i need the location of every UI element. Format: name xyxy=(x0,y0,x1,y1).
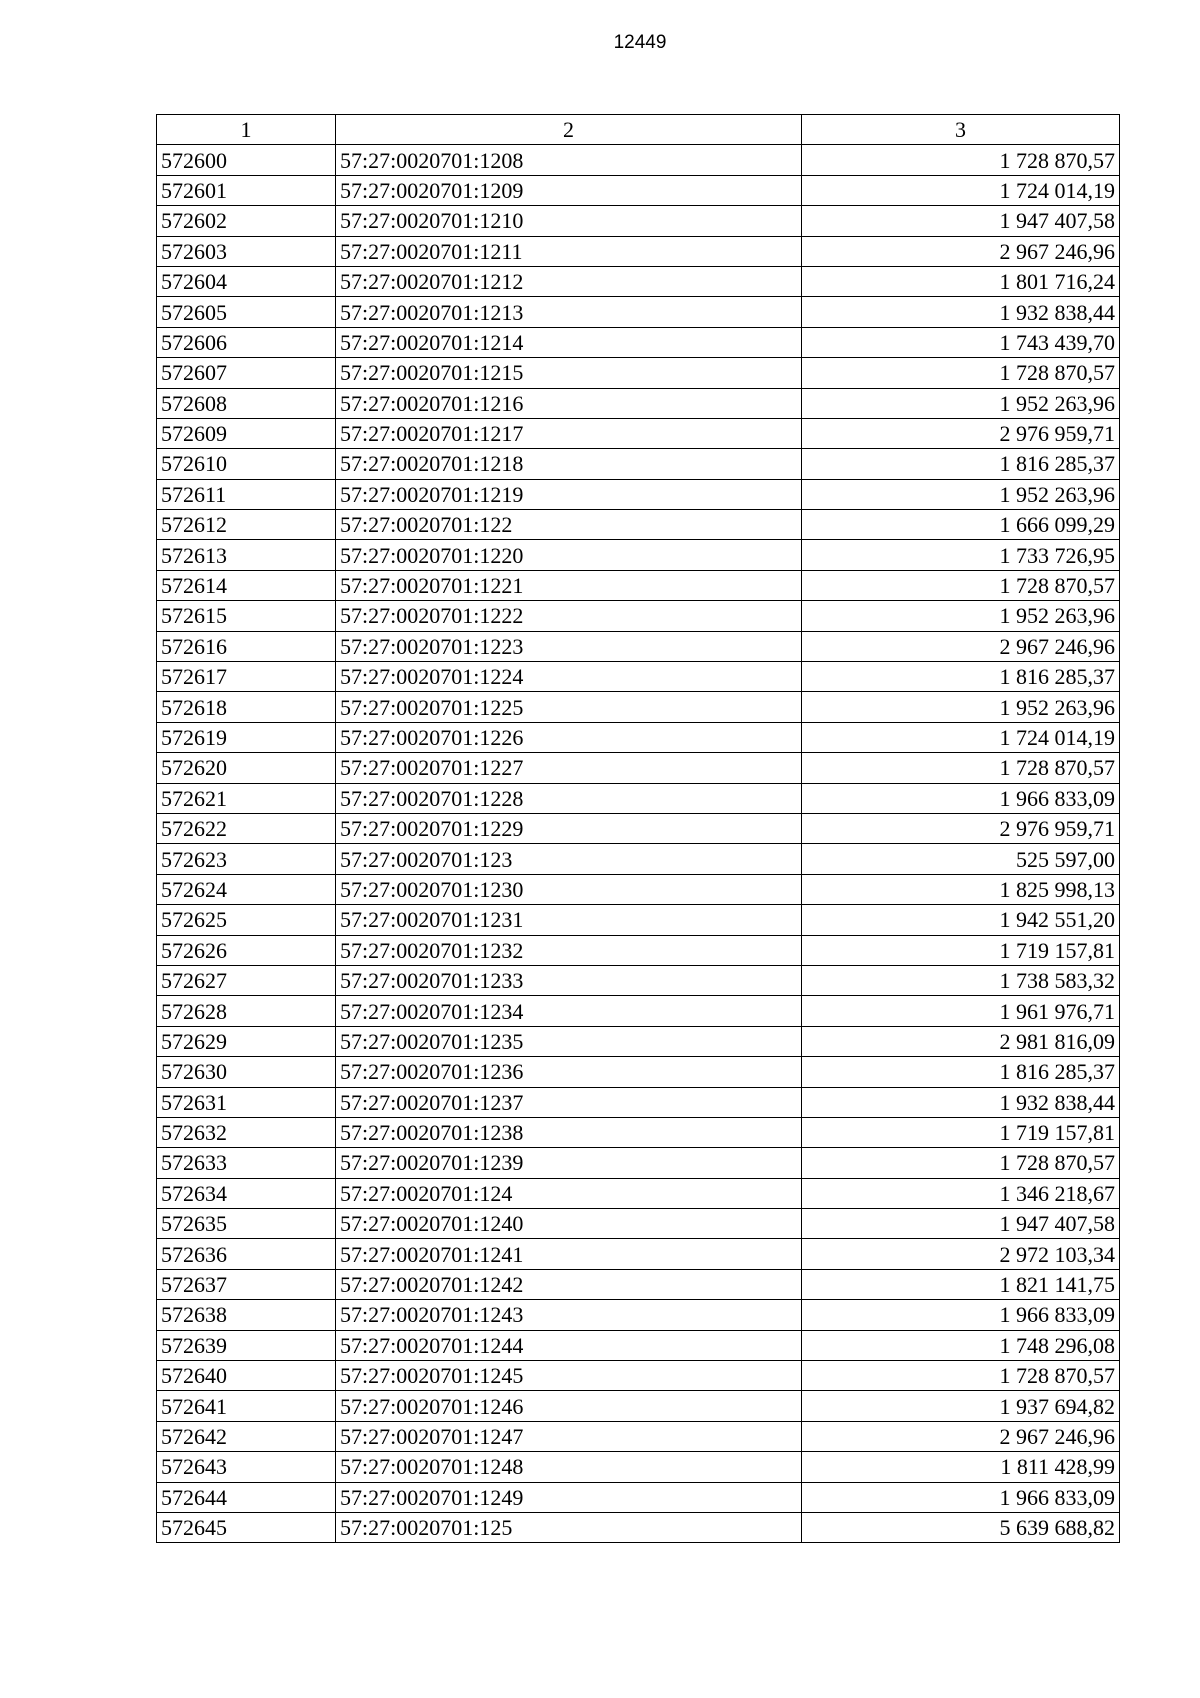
row-number-cell: 572621 xyxy=(157,783,336,813)
row-number-cell: 572605 xyxy=(157,297,336,327)
row-number-cell: 572628 xyxy=(157,996,336,1026)
cadastral-value-cell: 1 728 870,57 xyxy=(802,753,1120,783)
cadastral-number-cell: 57:27:0020701:1216 xyxy=(336,388,802,418)
cadastral-value-cell: 1 961 976,71 xyxy=(802,996,1120,1026)
table-row xyxy=(157,1209,1120,1239)
cadastral-value-cell: 1 947 407,58 xyxy=(802,206,1120,236)
table-row xyxy=(157,1512,1120,1542)
table-header-row xyxy=(157,115,1120,145)
cadastral-number-cell: 57:27:0020701:1215 xyxy=(336,358,802,388)
table-row xyxy=(157,1300,1120,1330)
row-number-cell: 572600 xyxy=(157,145,336,175)
cadastral-value-cell: 1 821 141,75 xyxy=(802,1269,1120,1299)
row-number-cell: 572609 xyxy=(157,418,336,448)
table-row xyxy=(157,388,1120,418)
row-number-cell: 572641 xyxy=(157,1391,336,1421)
cadastral-value-cell: 2 967 246,96 xyxy=(802,1421,1120,1451)
cadastral-value-cell: 1 952 263,96 xyxy=(802,692,1120,722)
row-number-cell: 572615 xyxy=(157,601,336,631)
table-row xyxy=(157,266,1120,296)
cadastral-value-table xyxy=(156,114,1120,1543)
table-row xyxy=(157,175,1120,205)
table-row xyxy=(157,662,1120,692)
cadastral-value-cell: 1 719 157,81 xyxy=(802,935,1120,965)
table-row xyxy=(157,874,1120,904)
row-number-cell: 572644 xyxy=(157,1482,336,1512)
cadastral-value-cell: 5 639 688,82 xyxy=(802,1512,1120,1542)
table-row xyxy=(157,1361,1120,1391)
cadastral-number-cell: 57:27:0020701:1246 xyxy=(336,1391,802,1421)
table-row xyxy=(157,996,1120,1026)
cadastral-value-cell: 1 728 870,57 xyxy=(802,1148,1120,1178)
row-number-cell: 572627 xyxy=(157,965,336,995)
cadastral-value-cell: 1 748 296,08 xyxy=(802,1330,1120,1360)
cadastral-value-cell: 1 937 694,82 xyxy=(802,1391,1120,1421)
row-number-cell: 572624 xyxy=(157,874,336,904)
cadastral-number-cell: 57:27:0020701:1243 xyxy=(336,1300,802,1330)
row-number-cell: 572640 xyxy=(157,1361,336,1391)
table-row xyxy=(157,327,1120,357)
table-row xyxy=(157,692,1120,722)
cadastral-number-cell: 57:27:0020701:123 xyxy=(336,844,802,874)
cadastral-value-cell: 2 981 816,09 xyxy=(802,1026,1120,1056)
cadastral-number-cell: 57:27:0020701:1226 xyxy=(336,722,802,752)
row-number-cell: 572607 xyxy=(157,358,336,388)
cadastral-number-cell: 57:27:0020701:1235 xyxy=(336,1026,802,1056)
cadastral-value-cell: 1 728 870,57 xyxy=(802,1361,1120,1391)
cadastral-value-cell: 1 966 833,09 xyxy=(802,1300,1120,1330)
table-row xyxy=(157,1269,1120,1299)
row-number-cell: 572645 xyxy=(157,1512,336,1542)
row-number-cell: 572623 xyxy=(157,844,336,874)
row-number-cell: 572630 xyxy=(157,1057,336,1087)
cadastral-number-cell: 57:27:0020701:1241 xyxy=(336,1239,802,1269)
row-number-cell: 572643 xyxy=(157,1452,336,1482)
cadastral-value-cell: 1 816 285,37 xyxy=(802,449,1120,479)
table-row xyxy=(157,206,1120,236)
row-number-cell: 572618 xyxy=(157,692,336,722)
cadastral-number-cell: 57:27:0020701:1234 xyxy=(336,996,802,1026)
cadastral-value-cell: 1 346 218,67 xyxy=(802,1178,1120,1208)
cadastral-number-cell: 57:27:0020701:1214 xyxy=(336,327,802,357)
cadastral-value-cell: 1 816 285,37 xyxy=(802,1057,1120,1087)
table-row xyxy=(157,844,1120,874)
row-number-cell: 572620 xyxy=(157,753,336,783)
cadastral-value-cell: 2 967 246,96 xyxy=(802,631,1120,661)
cadastral-value-cell: 2 976 959,71 xyxy=(802,418,1120,448)
table-row xyxy=(157,813,1120,843)
cadastral-value-cell: 1 728 870,57 xyxy=(802,570,1120,600)
row-number-cell: 572639 xyxy=(157,1330,336,1360)
table-row xyxy=(157,570,1120,600)
cadastral-number-cell: 57:27:0020701:1229 xyxy=(336,813,802,843)
table-row xyxy=(157,1178,1120,1208)
table-row xyxy=(157,1391,1120,1421)
table-row xyxy=(157,1330,1120,1360)
cadastral-value-cell: 1 719 157,81 xyxy=(802,1117,1120,1147)
row-number-cell: 572633 xyxy=(157,1148,336,1178)
table-row xyxy=(157,236,1120,266)
row-number-cell: 572635 xyxy=(157,1209,336,1239)
cadastral-value-cell: 1 743 439,70 xyxy=(802,327,1120,357)
cadastral-value-cell: 1 801 716,24 xyxy=(802,266,1120,296)
cadastral-number-cell: 57:27:0020701:1242 xyxy=(336,1269,802,1299)
cadastral-number-cell: 57:27:0020701:1236 xyxy=(336,1057,802,1087)
cadastral-number-cell: 57:27:0020701:1240 xyxy=(336,1209,802,1239)
cadastral-number-cell: 57:27:0020701:1227 xyxy=(336,753,802,783)
row-number-cell: 572614 xyxy=(157,570,336,600)
row-number-cell: 572608 xyxy=(157,388,336,418)
table-row xyxy=(157,905,1120,935)
cadastral-number-cell: 57:27:0020701:1228 xyxy=(336,783,802,813)
cadastral-value-cell: 2 967 246,96 xyxy=(802,236,1120,266)
table-row xyxy=(157,540,1120,570)
cadastral-number-cell: 57:27:0020701:1218 xyxy=(336,449,802,479)
cadastral-value-cell: 1 728 870,57 xyxy=(802,358,1120,388)
table-row xyxy=(157,722,1120,752)
cadastral-value-cell: 1 733 726,95 xyxy=(802,540,1120,570)
cadastral-value-cell: 2 976 959,71 xyxy=(802,813,1120,843)
cadastral-value-cell: 1 825 998,13 xyxy=(802,874,1120,904)
cadastral-number-cell: 57:27:0020701:1232 xyxy=(336,935,802,965)
table-row xyxy=(157,965,1120,995)
cadastral-number-cell: 57:27:0020701:1220 xyxy=(336,540,802,570)
table-row xyxy=(157,935,1120,965)
row-number-cell: 572632 xyxy=(157,1117,336,1147)
cadastral-number-cell: 57:27:0020701:1219 xyxy=(336,479,802,509)
cadastral-value-cell: 1 942 551,20 xyxy=(802,905,1120,935)
row-number-cell: 572625 xyxy=(157,905,336,935)
cadastral-value-cell: 2 972 103,34 xyxy=(802,1239,1120,1269)
table-row xyxy=(157,601,1120,631)
cadastral-number-cell: 57:27:0020701:1213 xyxy=(336,297,802,327)
cadastral-value-cell: 1 952 263,96 xyxy=(802,601,1120,631)
row-number-cell: 572629 xyxy=(157,1026,336,1056)
cadastral-number-cell: 57:27:0020701:1217 xyxy=(336,418,802,448)
cadastral-number-cell: 57:27:0020701:1210 xyxy=(336,206,802,236)
row-number-cell: 572626 xyxy=(157,935,336,965)
row-number-cell: 572613 xyxy=(157,540,336,570)
cadastral-number-cell: 57:27:0020701:1233 xyxy=(336,965,802,995)
cadastral-number-cell: 57:27:0020701:1238 xyxy=(336,1117,802,1147)
cadastral-number-cell: 57:27:0020701:125 xyxy=(336,1512,802,1542)
column-header-1: 1 xyxy=(157,115,336,145)
cadastral-number-cell: 57:27:0020701:1223 xyxy=(336,631,802,661)
cadastral-value-cell: 1 952 263,96 xyxy=(802,388,1120,418)
table-row xyxy=(157,783,1120,813)
table-row xyxy=(157,1026,1120,1056)
table-row xyxy=(157,418,1120,448)
table-row xyxy=(157,1057,1120,1087)
row-number-cell: 572619 xyxy=(157,722,336,752)
cadastral-value-cell: 525 597,00 xyxy=(802,844,1120,874)
column-header-2: 2 xyxy=(336,115,802,145)
row-number-cell: 572622 xyxy=(157,813,336,843)
cadastral-number-cell: 57:27:0020701:1237 xyxy=(336,1087,802,1117)
row-number-cell: 572610 xyxy=(157,449,336,479)
row-number-cell: 572602 xyxy=(157,206,336,236)
cadastral-number-cell: 57:27:0020701:1221 xyxy=(336,570,802,600)
cadastral-number-cell: 57:27:0020701:1248 xyxy=(336,1452,802,1482)
table-row xyxy=(157,510,1120,540)
table-row xyxy=(157,1421,1120,1451)
cadastral-number-cell: 57:27:0020701:1211 xyxy=(336,236,802,266)
cadastral-number-cell: 57:27:0020701:1249 xyxy=(336,1482,802,1512)
cadastral-value-cell: 1 728 870,57 xyxy=(802,145,1120,175)
cadastral-number-cell: 57:27:0020701:1222 xyxy=(336,601,802,631)
cadastral-number-cell: 57:27:0020701:1244 xyxy=(336,1330,802,1360)
cadastral-number-cell: 57:27:0020701:124 xyxy=(336,1178,802,1208)
cadastral-value-cell: 1 932 838,44 xyxy=(802,297,1120,327)
row-number-cell: 572636 xyxy=(157,1239,336,1269)
cadastral-value-cell: 1 952 263,96 xyxy=(802,479,1120,509)
cadastral-value-cell: 1 724 014,19 xyxy=(802,175,1120,205)
table-row xyxy=(157,753,1120,783)
cadastral-value-cell: 1 966 833,09 xyxy=(802,783,1120,813)
row-number-cell: 572603 xyxy=(157,236,336,266)
cadastral-value-cell: 1 966 833,09 xyxy=(802,1482,1120,1512)
table-row xyxy=(157,1482,1120,1512)
cadastral-number-cell: 57:27:0020701:1208 xyxy=(336,145,802,175)
row-number-cell: 572638 xyxy=(157,1300,336,1330)
table-row xyxy=(157,1087,1120,1117)
cadastral-number-cell: 57:27:0020701:1224 xyxy=(336,662,802,692)
cadastral-number-cell: 57:27:0020701:1225 xyxy=(336,692,802,722)
cadastral-number-cell: 57:27:0020701:1239 xyxy=(336,1148,802,1178)
cadastral-value-cell: 1 932 838,44 xyxy=(802,1087,1120,1117)
cadastral-value-cell: 1 738 583,32 xyxy=(802,965,1120,995)
table-row xyxy=(157,631,1120,661)
row-number-cell: 572631 xyxy=(157,1087,336,1117)
cadastral-number-cell: 57:27:0020701:1231 xyxy=(336,905,802,935)
cadastral-number-cell: 57:27:0020701:122 xyxy=(336,510,802,540)
row-number-cell: 572634 xyxy=(157,1178,336,1208)
cadastral-value-cell: 1 811 428,99 xyxy=(802,1452,1120,1482)
table-row xyxy=(157,449,1120,479)
cadastral-number-cell: 57:27:0020701:1209 xyxy=(336,175,802,205)
row-number-cell: 572617 xyxy=(157,662,336,692)
table-body xyxy=(157,115,1120,1543)
page-number: 12449 xyxy=(613,32,667,53)
row-number-cell: 572642 xyxy=(157,1421,336,1451)
row-number-cell: 572616 xyxy=(157,631,336,661)
table-row xyxy=(157,297,1120,327)
table-row xyxy=(157,1117,1120,1147)
row-number-cell: 572601 xyxy=(157,175,336,205)
table-row xyxy=(157,479,1120,509)
table-row xyxy=(157,1452,1120,1482)
cadastral-number-cell: 57:27:0020701:1247 xyxy=(336,1421,802,1451)
row-number-cell: 572604 xyxy=(157,266,336,296)
row-number-cell: 572611 xyxy=(157,479,336,509)
row-number-cell: 572606 xyxy=(157,327,336,357)
column-header-3: 3 xyxy=(802,115,1120,145)
table-row xyxy=(157,358,1120,388)
row-number-cell: 572612 xyxy=(157,510,336,540)
cadastral-number-cell: 57:27:0020701:1212 xyxy=(336,266,802,296)
table-row xyxy=(157,1239,1120,1269)
table-row xyxy=(157,145,1120,175)
cadastral-value-cell: 1 724 014,19 xyxy=(802,722,1120,752)
cadastral-number-cell: 57:27:0020701:1230 xyxy=(336,874,802,904)
cadastral-value-cell: 1 947 407,58 xyxy=(802,1209,1120,1239)
table-row xyxy=(157,1148,1120,1178)
cadastral-value-cell: 1 666 099,29 xyxy=(802,510,1120,540)
row-number-cell: 572637 xyxy=(157,1269,336,1299)
cadastral-value-cell: 1 816 285,37 xyxy=(802,662,1120,692)
cadastral-number-cell: 57:27:0020701:1245 xyxy=(336,1361,802,1391)
